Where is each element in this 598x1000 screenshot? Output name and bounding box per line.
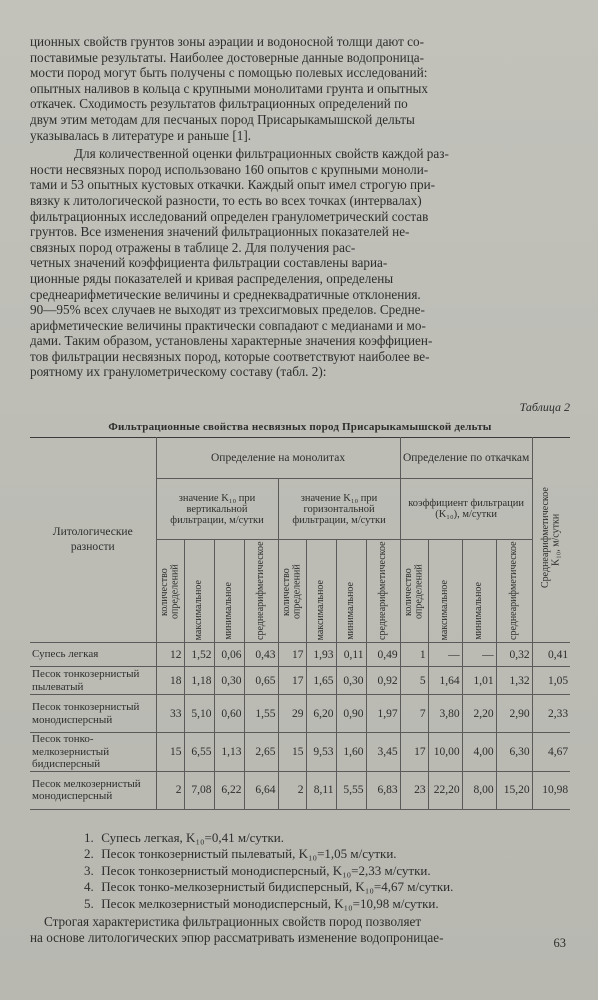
- text-line: фильтрационных исследований определен гранулометрический состав: [30, 208, 429, 224]
- table-label: Таблица 2: [519, 400, 570, 415]
- text-line: на основе литологических эпюр рассматривать изменение водопроницае-: [30, 929, 444, 945]
- text-line: двум этим методам для песчаных пород Присарыкамышской дельты: [30, 111, 415, 127]
- header-min: минимальное: [462, 540, 496, 643]
- list-item: 4. Песок тонко-мелкозернистый бидисперсный, K₁₀=4,67 м/сутки.: [84, 879, 454, 895]
- text-line: тов фильтрации несвязных пород, которые соответствуют наиболее ве-: [30, 348, 430, 364]
- table-row: Песок тонко-мелкозернистый бидисперсный 15 6,55 1,13 2,65 15 9,53 1,60 3,45 17 10,00 4,00 6,30 4,67: [32, 733, 569, 771]
- list-item: 5. Песок мелкозернистый монодисперсный, K₁₀=10,98 м/сутки.: [84, 895, 439, 911]
- table-row: Песок мелкозернистый монодисперсный 2 7,08 6,22 6,64 2 8,11 5,55 6,83 23 22,20 8,00 15,20 10,98: [30, 771, 570, 809]
- text-line: ционные ряды показателей и кривая распределения, определены: [30, 270, 394, 286]
- text-line: связных пород отражены в таблице 2. Для получения рас-: [30, 239, 356, 255]
- table-row: Песок тонкозернистый пылеватый 18 1,18 0,30 0,65 17 1,65 0,30 0,92 5 1,64 1,01 1,32 1,05: [32, 668, 569, 693]
- text-line: тами и 53 опытных кустовых откачки. Каждый опыт имел строгую при-: [30, 177, 436, 193]
- list-item: 2. Песок тонкозернистый пылеватый, K₁₀=1,05 м/сутки.: [84, 846, 397, 862]
- table-caption: Фильтрационные свойства несвязных пород Присарыкамышской дельты: [108, 421, 492, 434]
- text-line: четных значений коэффициента фильтрации составлены вариа-: [30, 255, 388, 271]
- text-line: мости пород могут быть получены с помощью полевых исследований:: [30, 65, 428, 81]
- text-line: указывалась в литературе и раньше [1].: [30, 127, 252, 143]
- text-line: вязку к литологической разности, то есть во всех точках (интервалах): [30, 192, 422, 208]
- header-mean: среднеарифметическое: [496, 540, 532, 643]
- text-line: ционных свойств грунтов зоны аэрации и водоносной толщи дают со-: [30, 34, 424, 49]
- filtration-table: [30, 437, 570, 810]
- closing-paragraph: [30, 914, 570, 945]
- header-min: минимальное: [336, 540, 366, 643]
- header-max: максимальное: [428, 540, 462, 643]
- header-count: количество определений: [156, 540, 184, 643]
- header-mean-k10: Среднеарифметическое K₁₀, м/сутки: [532, 438, 570, 643]
- table-row: Супесь легкая 12 1,52 0,06 0,43 17 1,93 0,11 0,49 1 — — 0,32 0,41: [30, 643, 570, 667]
- header-vertical: значение K₁₀ при вертикальной фильтрации, м/сутки: [156, 479, 278, 540]
- header-max: максимальное: [184, 540, 214, 643]
- header-monolith: Определение на монолитах: [156, 438, 400, 479]
- intro-paragraph: [30, 34, 570, 143]
- header-pump-coef: коэффициент фильтрации (K₁₀), м/сутки: [400, 479, 532, 540]
- method-paragraph: [30, 146, 570, 380]
- header-mean: среднеарифметическое: [244, 540, 278, 643]
- list-item: 1. Супесь легкая, K₁₀=0,41 м/сутки.: [84, 829, 284, 845]
- k10-list: [30, 830, 570, 913]
- header-lithology: Литологические разности: [30, 438, 156, 643]
- text-line: 90—95% всех случаев не выходят из трехсигмовых пределов. Средне-: [30, 302, 425, 318]
- text-line: грунтов. Все изменения значений фильтрационных показателей не-: [30, 224, 410, 240]
- text-line: среднеарифметические величины и среднеквадратичные отклонения.: [30, 286, 421, 302]
- text-line: опытных наливов в кольца с крупными монолитами грунта и опытных: [30, 80, 428, 96]
- header-count: количество определений: [278, 540, 306, 643]
- header-mean: среднеарифметическое: [366, 540, 400, 643]
- header-max: максимальное: [306, 540, 336, 643]
- table-row: Песок тонкозернистый монодисперсный 33 5,10 0,60 1,55 29 6,20 0,90 1,97 7 3,80 2,20 2,90 2,33: [30, 695, 570, 733]
- text-line: поставимые результаты. Наиболее достоверные данные водопроница-: [30, 49, 425, 65]
- text-line: ности несвязных пород использовано 160 опытов с крупными моноли-: [30, 161, 429, 177]
- text-line: арифметические величины практически совпадают с медианами и мо-: [30, 317, 426, 333]
- page-number: 63: [553, 936, 566, 950]
- text-line: откачек. Сходимость результатов фильтрационных определений по: [30, 96, 408, 112]
- text-line: Строгая характеристика фильтрационных свойств пород позволяет: [44, 914, 422, 930]
- header-count: количество определений: [400, 540, 428, 643]
- text-line: роятному их гранулометрическому составу (табл. 2):: [30, 364, 327, 380]
- text-line: дами. Таким образом, установлены характерные значения коэффициен-: [30, 333, 433, 349]
- text-line: Для количественной оценки фильтрационных свойств каждой раз-: [74, 146, 449, 162]
- header-horizontal: значение K₁₀ при горизонтальной фильтрации, м/сутки: [278, 479, 400, 540]
- header-min: минимальное: [214, 540, 244, 643]
- header-pumping: Определение по откачкам: [400, 438, 532, 479]
- list-item: 3. Песок тонкозернистый монодисперсный, K₁₀=2,33 м/сутки.: [84, 862, 431, 878]
